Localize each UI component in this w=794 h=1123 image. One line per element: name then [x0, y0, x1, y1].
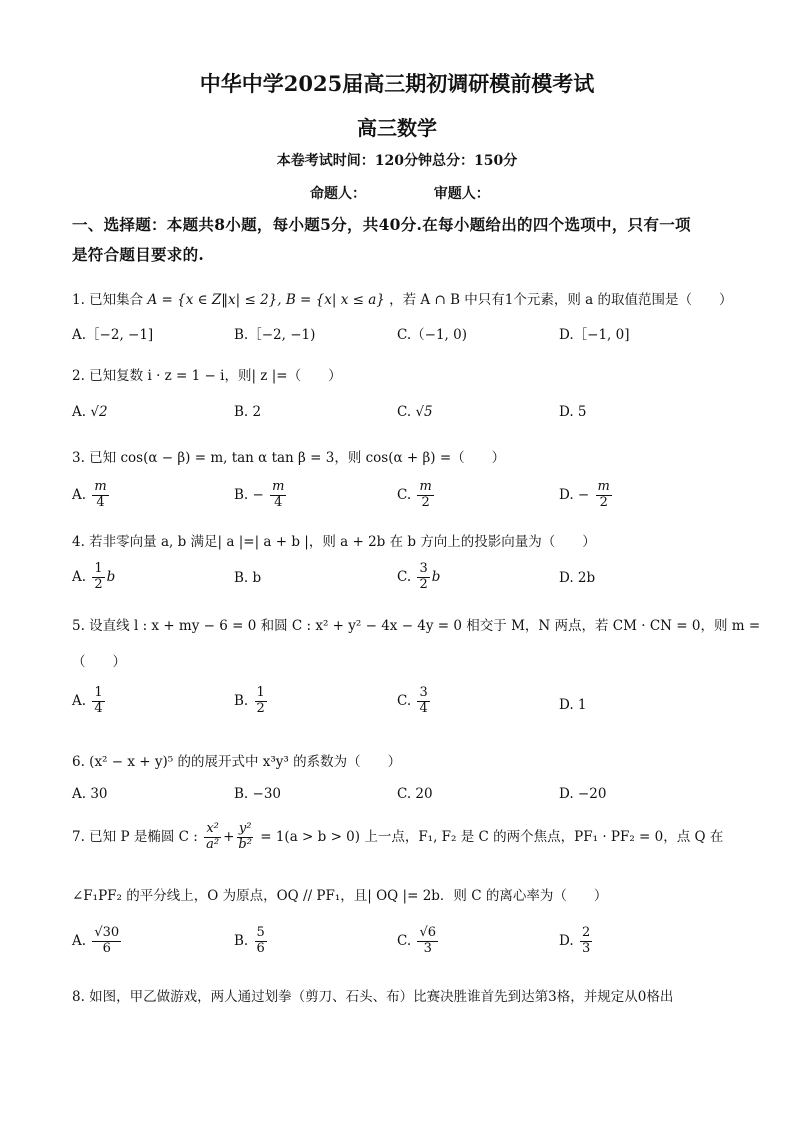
q7-option-d — [559, 926, 594, 957]
q7-c-label: C. — [397, 932, 412, 949]
q3-option-d — [559, 480, 614, 511]
q7-option-c — [397, 926, 440, 957]
q5-option-b — [234, 686, 269, 717]
q7-c-num: √6 — [419, 925, 436, 940]
q3-c-den: 2 — [421, 494, 430, 510]
q5-a-label: A. — [72, 692, 87, 709]
q3-d-num: m — [597, 479, 610, 494]
section-heading-line1: 一、选择题：本题共8小题，每小题5分，共40分.在每小题给出的四个选项中，只有一项 — [72, 215, 691, 234]
q5-option-d: D. 1 — [559, 697, 587, 713]
q5-c-label: C. — [397, 692, 412, 709]
q7-a-fraction — [92, 926, 121, 957]
q4-option-a — [72, 562, 115, 593]
q3-b-num: m — [272, 479, 285, 494]
q3-b-label: B. − — [234, 486, 264, 503]
q1-option-a: A.［−2, −1] — [72, 327, 154, 343]
q5-option-a — [72, 686, 107, 717]
question-1 — [72, 288, 733, 308]
q6-option-b: B. −30 — [234, 786, 281, 802]
q4-a-den: 2 — [94, 576, 103, 592]
q1-lead: 1. 已知集合 — [72, 292, 144, 308]
q2-a-label: A. — [72, 404, 87, 420]
q7-frac-y-den: b² — [238, 836, 252, 852]
q6-option-c: C. 20 — [397, 786, 433, 802]
q3-a-fraction — [92, 480, 108, 511]
question-7-line2: ∠F₁PF₂ 的平分线上，O 为原点，OQ // PF₁，且| OQ |= 2b．则 C 的离心率为（ ） — [72, 888, 608, 904]
q7-frac-y — [236, 822, 254, 853]
q7-b-label: B. — [234, 932, 249, 949]
q1-option-d: D.［−1, 0] — [559, 327, 630, 343]
q6-option-a: A. 30 — [72, 786, 108, 802]
q7-frac-y-num: y² — [238, 821, 252, 836]
q7-a-den: 6 — [102, 940, 111, 956]
q7-d-den: 3 — [581, 940, 591, 956]
q6-option-d: D. −20 — [559, 786, 607, 802]
q5-a-num: 1 — [94, 685, 103, 700]
question-3: 3. 已知 cos(α − β) = m, tan α tan β = 3，则 cos(α + β) =（ ） — [72, 450, 506, 466]
q3-option-c — [397, 480, 436, 511]
q4-a-vector: b — [106, 568, 116, 585]
q1-option-c: C.（−1, 0) — [397, 327, 467, 343]
q5-a-fraction — [92, 686, 104, 717]
q5-b-label: B. — [234, 692, 249, 709]
q7-b-num: 5 — [256, 925, 265, 940]
exam-title: 中华中学2025届高三期初调研模前模考试 — [199, 71, 595, 96]
q5-c-fraction — [417, 686, 429, 717]
q2-a-value: √2 — [90, 404, 108, 420]
q3-option-b — [234, 480, 288, 511]
q5-c-num: 3 — [419, 685, 428, 700]
q7-option-b — [234, 926, 269, 957]
q1-rest: ，若 A ∩ B 中只有1个元素，则 a 的取值范围是（ ） — [389, 292, 733, 308]
q7-d-fraction — [580, 926, 592, 957]
q4-a-num: 1 — [94, 561, 103, 576]
q7-rest: = 1(a > b > 0) 上一点，F₁, F₂ 是 C 的两个焦点，PF₁ · PF₂ = 0，点 Q 在 — [260, 828, 724, 845]
q4-a-label: A. — [72, 568, 87, 585]
q7-d-num: 2 — [581, 925, 591, 940]
time-info: 本卷考试时间：120分钟总分：150分 — [276, 153, 518, 169]
q3-c-num: m — [419, 479, 432, 494]
question-5-line1: 5. 设直线 l : x + my − 6 = 0 和圆 C : x² + y² − 4x − 4y = 0 相交于 M，N 两点，若 CM · CN = 0，则 m = — [72, 618, 761, 634]
q2-option-a — [72, 404, 108, 420]
q3-c-label: C. — [397, 486, 412, 503]
reviewer-label: 审题人： — [433, 186, 490, 202]
subject-title: 高三数学 — [357, 116, 437, 140]
q7-d-label: D. — [559, 932, 574, 949]
q3-a-num: m — [94, 479, 107, 494]
q3-b-den: 4 — [274, 494, 283, 510]
q7-lead: 7. 已知 P 是椭圆 C : — [72, 828, 198, 845]
question-2: 2. 已知复数 i · z = 1 − i，则| z |=（ ） — [72, 368, 342, 384]
q4-option-b: B. b — [234, 570, 262, 586]
q3-b-fraction — [270, 480, 286, 511]
q7-option-a — [72, 926, 123, 957]
q1-sets: A = {x ∈ Z‖x| ≤ 2}, B = {x| x ≤ a} — [147, 292, 385, 308]
q3-d-label: D. − — [559, 486, 590, 503]
q7-b-den: 6 — [256, 940, 265, 956]
q7-a-num: √30 — [94, 925, 120, 940]
q5-b-den: 2 — [256, 700, 265, 716]
q4-c-num: 3 — [419, 561, 428, 576]
q7-frac-x — [204, 822, 221, 853]
q7-frac-x-num: x² — [206, 821, 219, 836]
q7-plus: + — [223, 828, 235, 845]
question-8: 8. 如图，甲乙做游戏，两人通过划拳（剪刀、石头、布）比赛决胜谁首先到达第3格，并规定从0格出 — [72, 989, 674, 1005]
q4-c-den: 2 — [419, 576, 428, 592]
q5-b-fraction — [255, 686, 267, 717]
q3-c-fraction — [417, 480, 433, 511]
q4-option-c — [397, 562, 440, 593]
q7-frac-x-den: a² — [206, 836, 220, 852]
question-4: 4. 若非零向量 a, b 满足| a |=| a + b |，则 a + 2b 在 b 方向上的投影向量为（ ） — [72, 534, 596, 550]
q7-a-label: A. — [72, 932, 87, 949]
q2-c-value: √5 — [415, 404, 433, 420]
q4-a-fraction — [92, 562, 104, 593]
q5-b-num: 1 — [256, 685, 265, 700]
q2-c-label: C. — [397, 404, 412, 420]
question-5-line2: （ ） — [72, 654, 126, 670]
q2-option-b: B. 2 — [234, 404, 262, 420]
q7-b-fraction — [255, 926, 267, 957]
q3-option-a — [72, 480, 111, 511]
author-line — [310, 183, 490, 203]
q4-c-label: C. — [397, 568, 412, 585]
q3-a-label: A. — [72, 486, 87, 503]
q5-option-c — [397, 686, 432, 717]
q3-d-fraction — [596, 480, 612, 511]
q4-c-fraction — [417, 562, 429, 593]
question-7-line1 — [72, 822, 723, 853]
q5-c-den: 4 — [419, 700, 428, 716]
q3-d-den: 2 — [599, 494, 608, 510]
q4-option-d: D. 2b — [559, 570, 596, 586]
q7-c-fraction — [417, 926, 438, 957]
q5-a-den: 4 — [94, 700, 103, 716]
section-heading-line2: 是符合题目要求的. — [72, 245, 205, 264]
question-6: 6. (x² − x + y)⁵ 的的展开式中 x³y³ 的系数为（ ） — [72, 754, 402, 770]
q7-c-den: 3 — [423, 940, 432, 956]
q2-option-c — [397, 404, 433, 420]
q2-option-d: D. 5 — [559, 404, 587, 420]
q4-c-vector: b — [431, 568, 441, 585]
q1-option-b: B.［−2, −1) — [234, 327, 316, 343]
q3-a-den: 4 — [96, 494, 105, 510]
author-label: 命题人： — [310, 186, 366, 202]
